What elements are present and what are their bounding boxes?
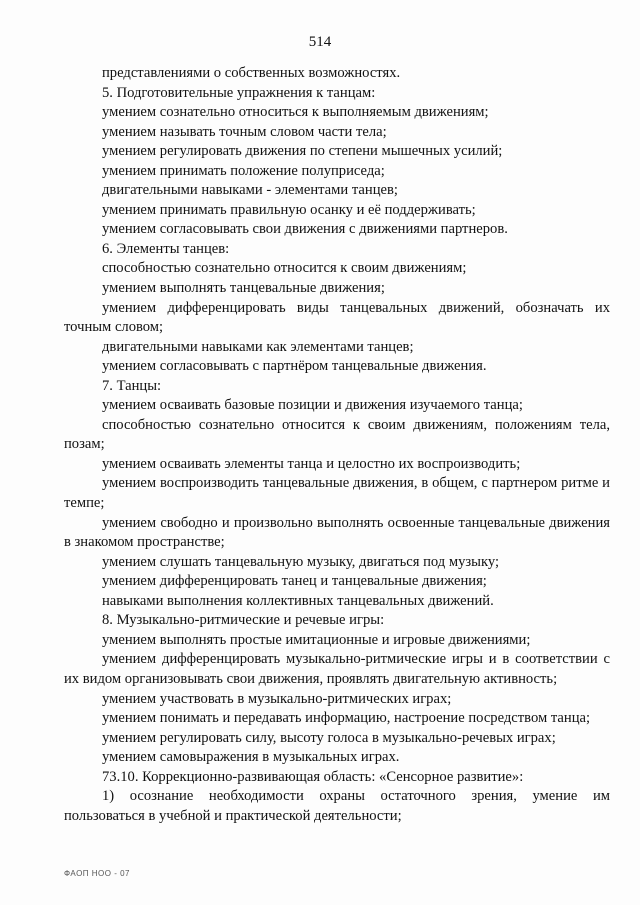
list-item: умением регулировать движения по степени мышечных усилий;: [102, 143, 503, 160]
list-item: умением называть точным словом части тела;: [102, 123, 387, 140]
list-item: умением согласовывать свои движения с движениями партнеров.: [102, 221, 508, 238]
list-item: умением регулировать силу, высоту голоса в музыкально-речевых играх;: [102, 729, 556, 746]
list-item: 1) осознание необходимости охраны остаточного зрения, умение им пользоваться в учебной и практической деятельности;: [64, 788, 610, 824]
list-item: умением воспроизводить танцевальные движения, в общем, с партнером ритме и темпе;: [64, 475, 610, 512]
list-item: умением осваивать базовые позиции и движения изучаемого танца;: [102, 397, 523, 414]
page-number: 514: [308, 34, 332, 50]
list-item: двигательными навыками как элементами танцев;: [102, 338, 414, 355]
section-heading: 7. Танцы:: [102, 377, 162, 394]
document-body: [64, 64, 610, 826]
section-heading: 6. Элементы танцев:: [102, 240, 230, 257]
list-item: умением принимать положение полуприседа;: [102, 162, 385, 179]
footer-label: ФАОП НОО - 07: [64, 869, 130, 878]
list-item: умением принимать правильную осанку и её поддерживать;: [102, 201, 476, 218]
list-item: умением выполнять танцевальные движения;: [102, 280, 385, 297]
list-item: умением участвовать в музыкально-ритмических играх;: [102, 690, 452, 707]
list-item: умением понимать и передавать информацию, настроение посредством танца;: [102, 710, 591, 727]
list-item: способностью сознательно относится к своим движениям, положениям тела, позам;: [64, 416, 610, 453]
list-item: умением осваивать элементы танца и целостно их воспроизводить;: [102, 455, 521, 472]
list-item: умением сознательно относиться к выполняемым движениям;: [102, 104, 489, 121]
list-item: умением самовыражения в музыкальных играх.: [102, 749, 400, 766]
section-heading: 8. Музыкально-ритмические и речевые игры:: [102, 612, 385, 629]
paragraph: представлениями о собственных возможностях.: [102, 65, 401, 81]
list-item: умением согласовывать с партнёром танцевальные движения.: [102, 358, 487, 375]
list-item: способностью сознательно относится к своим движениям;: [102, 260, 467, 277]
list-item: умением дифференцировать виды танцевальных движений, обозначать их точным словом;: [64, 299, 610, 336]
list-item: умением слушать танцевальную музыку, двигаться под музыку;: [102, 553, 500, 570]
section-heading: 5. Подготовительные упражнения к танцам:: [102, 84, 376, 101]
list-item: умением дифференцировать музыкально-ритмические игры и в соответствии с их видом организовывать свои движения, проявлять двигательную активность;: [64, 651, 610, 687]
list-item: навыками выполнения коллективных танцевальных движений.: [102, 592, 494, 609]
section-heading: 73.10. Коррекционно-развивающая область: «Сенсорное развитие»:: [102, 768, 524, 785]
list-item: умением выполнять простые имитационные и игровые движениями;: [102, 631, 531, 648]
list-item: умением дифференцировать танец и танцевальные движения;: [102, 573, 487, 590]
list-item: двигательными навыками - элементами танцев;: [102, 182, 398, 199]
list-item: умением свободно и произвольно выполнять освоенные танцевальные движения в знакомом пространстве;: [64, 514, 610, 551]
